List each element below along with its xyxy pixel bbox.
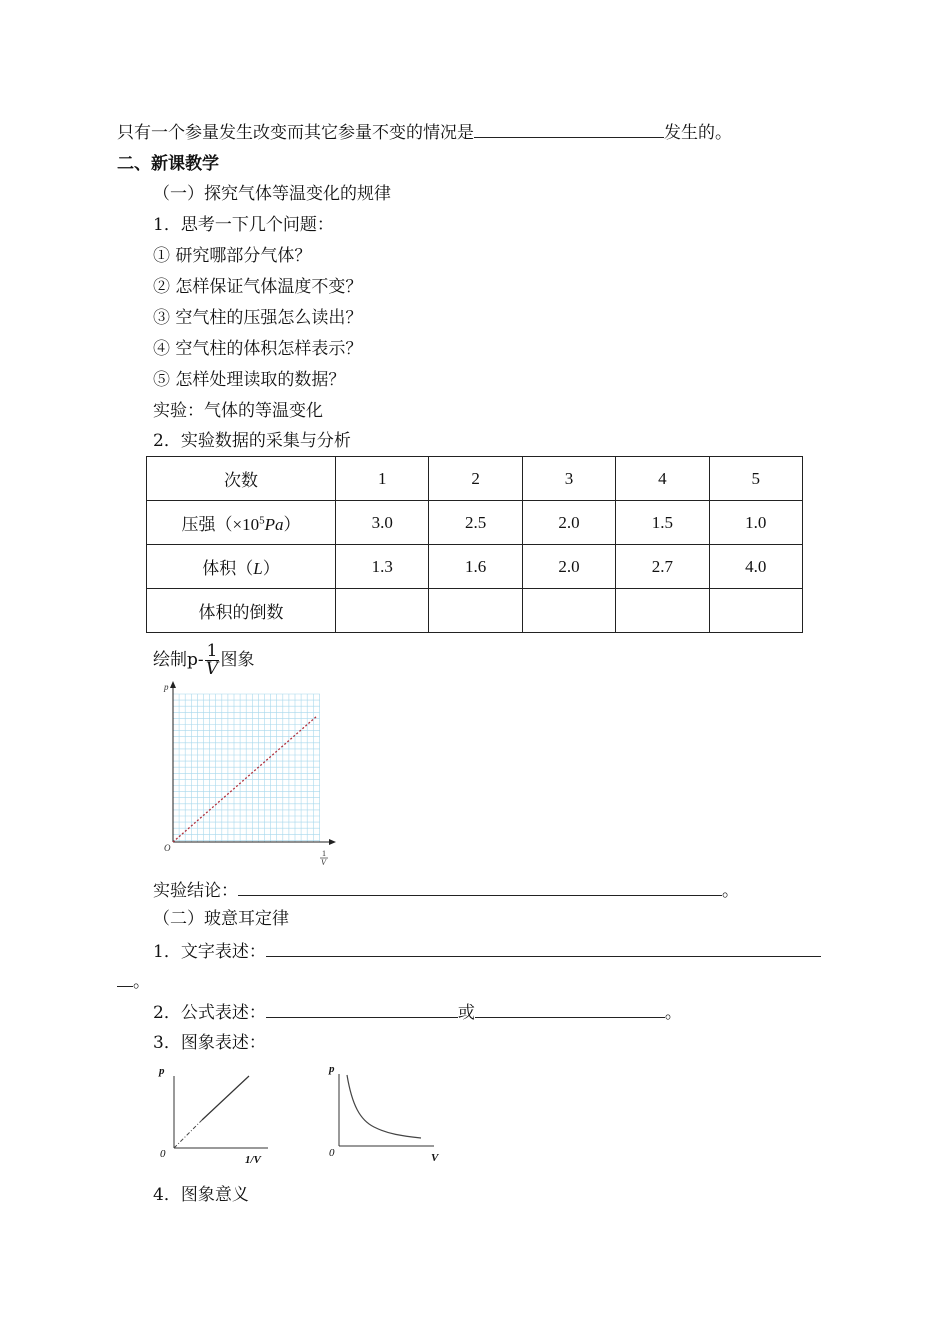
small-chart-p-vs-inverse-v — [152, 1060, 282, 1170]
table-cell: 2.5 — [429, 501, 522, 545]
plot-caption-fraction — [205, 643, 220, 678]
plot-caption-prefix: 绘制p- — [153, 650, 204, 670]
question-1: ① 研究哪部分气体？ — [153, 246, 312, 266]
pressure-label: 压强（×10 — [181, 515, 260, 534]
conclusion-line — [153, 879, 739, 902]
y-axis-label: p — [159, 1065, 165, 1077]
table-cell: 3.0 — [336, 501, 429, 545]
x-axis-label-den: V — [321, 858, 326, 867]
origin-label: 0 — [329, 1147, 335, 1159]
x-axis-label: V — [431, 1152, 439, 1164]
pressure-exponent: 5 — [259, 514, 265, 527]
table-cell: 5 — [709, 457, 802, 501]
table-cell-blank — [429, 589, 522, 633]
text-statement-end: 。 — [133, 972, 150, 992]
grid-chart — [155, 678, 345, 868]
text-statement-blank — [266, 940, 821, 957]
text-statement-blank-2 — [117, 970, 133, 987]
table-cell-blank — [709, 589, 802, 633]
plot-caption-suffix: 图象 — [220, 650, 255, 670]
question-4: ④ 空气柱的体积怎样表示？ — [153, 339, 363, 359]
experiment-title: 实验：气体的等温变化 — [153, 401, 323, 421]
question-5: ⑤ 怎样处理读取的数据？ — [153, 370, 346, 390]
origin-label: 0 — [160, 1148, 166, 1160]
table-cell-blank — [336, 589, 429, 633]
intro-blank — [474, 121, 664, 138]
table-row-reciprocal — [147, 589, 803, 633]
pressure-unit: Pa — [264, 515, 284, 534]
question-3: ③ 空气柱的压强怎么读出？ — [153, 308, 363, 328]
hyperbola-curve — [347, 1075, 421, 1138]
fraction-numerator: 1 — [206, 641, 218, 661]
table-cell: 3 — [522, 457, 615, 501]
x-axis-label: 1/V — [245, 1154, 261, 1166]
conclusion-end: 。 — [722, 881, 739, 901]
fraction-denominator: V — [205, 659, 219, 679]
graph-meaning-label: 4．图象意义 — [153, 1185, 249, 1205]
formula-line — [153, 1001, 682, 1024]
table-cell: 1.6 — [429, 545, 522, 589]
table-cell: 2.0 — [522, 501, 615, 545]
formula-blank-1 — [266, 1001, 458, 1018]
plot-caption — [153, 642, 254, 678]
pressure-label-cell — [147, 501, 336, 545]
x-axis-label-num: 1 — [322, 849, 326, 858]
dashed-trend-line — [173, 716, 317, 842]
volume-label-cell — [147, 545, 336, 589]
volume-label: 体积（ — [202, 559, 254, 578]
questions-title: 1．思考一下几个问题： — [153, 215, 334, 235]
text-statement-line — [153, 940, 821, 963]
formula-blank-2 — [475, 1001, 665, 1018]
part1-title: （一）探究气体等温变化的规律 — [153, 184, 391, 204]
table-cell: 4.0 — [709, 545, 802, 589]
origin-label: O — [164, 843, 171, 853]
volume-label-close: ） — [262, 559, 280, 578]
intro-text: 只有一个参量发生改变而其它参量不变的情况是 — [117, 123, 474, 143]
table-cell: 2.0 — [522, 545, 615, 589]
table-cell: 4 — [616, 457, 709, 501]
table-cell-blank — [522, 589, 615, 633]
intro-line — [117, 121, 732, 144]
data-table — [146, 456, 803, 633]
grid-lines — [173, 694, 320, 842]
question-2: ② 怎样保证气体温度不变？ — [153, 277, 363, 297]
formula-or: 或 — [457, 1003, 475, 1023]
formula-end: 。 — [664, 1003, 682, 1023]
text-statement-continuation — [117, 970, 150, 993]
table-cell: 1.0 — [709, 501, 802, 545]
data-title: 2．实验数据的采集与分析 — [153, 431, 351, 451]
table-cell: 1 — [336, 457, 429, 501]
intro-text-end: 发生的。 — [664, 123, 732, 143]
table-row-pressure — [147, 501, 803, 545]
table-cell: 1.3 — [336, 545, 429, 589]
conclusion-label: 实验结论： — [153, 881, 238, 901]
conclusion-blank — [238, 879, 722, 896]
x-axis-arrow-icon — [329, 839, 336, 845]
graph-label: 3．图象表述： — [153, 1033, 266, 1053]
text-statement-label: 1．文字表述： — [153, 942, 266, 962]
isotherm-line — [202, 1076, 249, 1120]
y-axis-label: p — [164, 682, 169, 692]
y-axis-arrow-icon — [170, 681, 176, 688]
pressure-label-close: ） — [283, 515, 301, 534]
table-cell: 次数 — [147, 457, 336, 501]
reciprocal-label-cell: 体积的倒数 — [147, 589, 336, 633]
table-cell: 2 — [429, 457, 522, 501]
section-title: 二、新课教学 — [117, 154, 219, 174]
table-cell: 2.7 — [616, 545, 709, 589]
table-row-header — [147, 457, 803, 501]
table-cell-blank — [616, 589, 709, 633]
part2-title: （二）玻意耳定律 — [153, 909, 289, 929]
y-axis-label: p — [329, 1063, 335, 1075]
formula-label: 2．公式表述： — [153, 1003, 266, 1023]
table-row-volume — [147, 545, 803, 589]
small-chart-p-vs-v — [322, 1060, 452, 1170]
volume-unit: L — [253, 559, 263, 578]
table-cell: 1.5 — [616, 501, 709, 545]
extrapolated-segment — [174, 1120, 202, 1148]
